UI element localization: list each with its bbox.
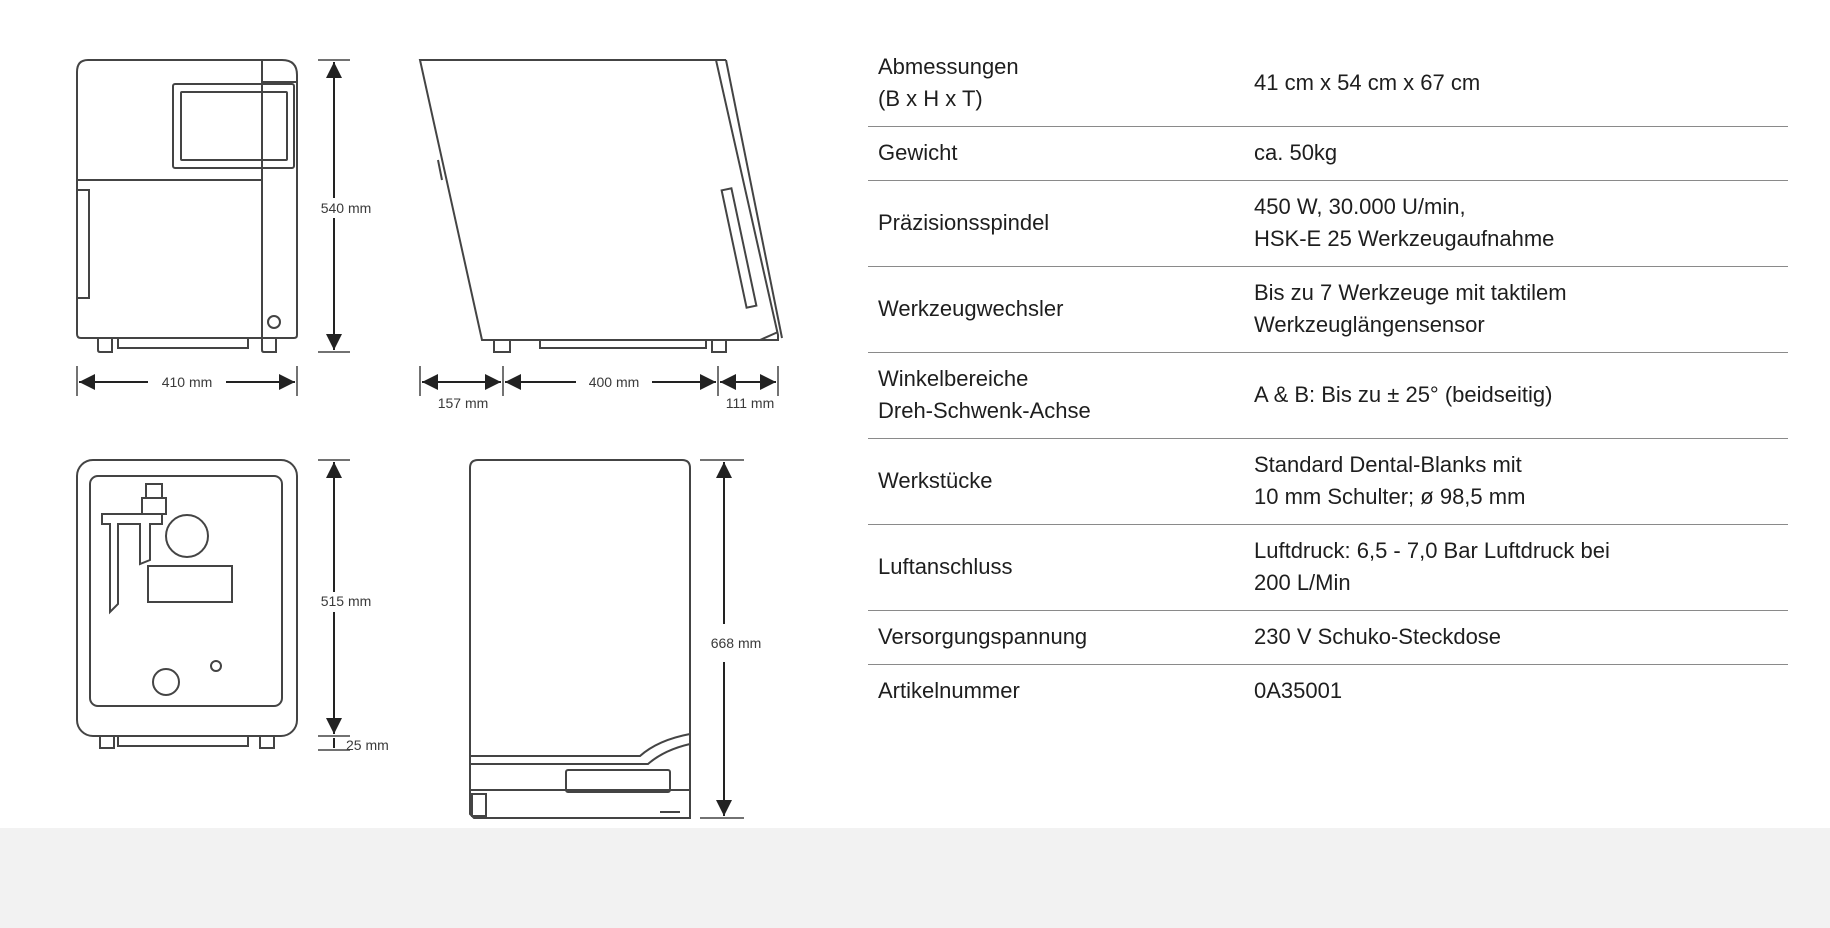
front-width-label: 410 mm	[161, 374, 213, 390]
side-middle-label: 400 mm	[588, 374, 640, 390]
spec-value: Luftdruck: 6,5 - 7,0 Bar Luftdruck bei 200 L/Min	[1254, 538, 1610, 595]
spec-label: Luftanschluss	[878, 554, 1013, 579]
back-foot-label: 25 mm	[346, 737, 389, 753]
side-width-dimension	[420, 366, 778, 411]
spec-label: Gewicht	[878, 140, 958, 165]
front-view-drawing	[77, 60, 297, 352]
spec-value: 230 V Schuko-Steckdose	[1254, 624, 1502, 649]
technical-drawings	[0, 0, 860, 828]
side-right-label: 111 mm	[725, 395, 775, 411]
spec-row-power-supply	[868, 610, 1788, 664]
spec-label: Werkzeugwechsler	[878, 296, 1064, 321]
top-depth-dimension	[700, 460, 761, 818]
spec-value: A & B: Bis zu ± 25° (beidseitig)	[1254, 382, 1553, 407]
spec-row-tool-changer	[868, 266, 1788, 352]
spec-row-workpieces	[868, 438, 1788, 524]
spec-row-dimensions	[868, 40, 1788, 126]
front-height-label: 540 mm	[320, 200, 372, 216]
spec-label: Abmessungen (B x H x T)	[878, 53, 1019, 111]
side-view-drawing	[420, 60, 782, 352]
spec-value: ca. 50kg	[1254, 140, 1338, 165]
spec-value: Bis zu 7 Werkzeuge mit taktilem Werkzeuglängensensor	[1254, 280, 1567, 337]
spec-value: Standard Dental-Blanks mit 10 mm Schulter; ø 98,5 mm	[1254, 452, 1526, 509]
spec-label: Werkstücke	[878, 468, 993, 493]
spec-value: 41 cm x 54 cm x 67 cm	[1254, 69, 1481, 95]
back-height-label: 515 mm	[320, 593, 372, 609]
spec-row-weight	[868, 126, 1788, 180]
spec-table	[868, 40, 1788, 718]
side-left-label: 157 mm	[437, 395, 489, 411]
spec-row-air-connection	[868, 524, 1788, 610]
spec-row-angle-range	[868, 352, 1788, 438]
back-view-drawing	[77, 460, 297, 748]
front-height-dimension	[318, 60, 371, 352]
spec-label: Artikelnummer	[878, 678, 1020, 704]
back-height-dimension	[318, 460, 389, 753]
spec-value: 0A35001	[1254, 678, 1343, 704]
spec-row-spindle	[868, 180, 1788, 266]
top-depth-label: 668 mm	[710, 635, 762, 651]
front-width-dimension	[77, 366, 297, 396]
footer-band	[0, 828, 1830, 928]
spec-label: Winkelbereiche Dreh-Schwenk-Achse	[878, 366, 1091, 423]
spec-label: Versorgungspannung	[878, 624, 1088, 649]
spec-label: Präzisionsspindel	[878, 210, 1050, 235]
top-view-drawing	[470, 460, 690, 818]
spec-row-article-number	[868, 664, 1788, 718]
spec-value: 450 W, 30.000 U/min, HSK-E 25 Werkzeugaufnahme	[1254, 194, 1555, 251]
